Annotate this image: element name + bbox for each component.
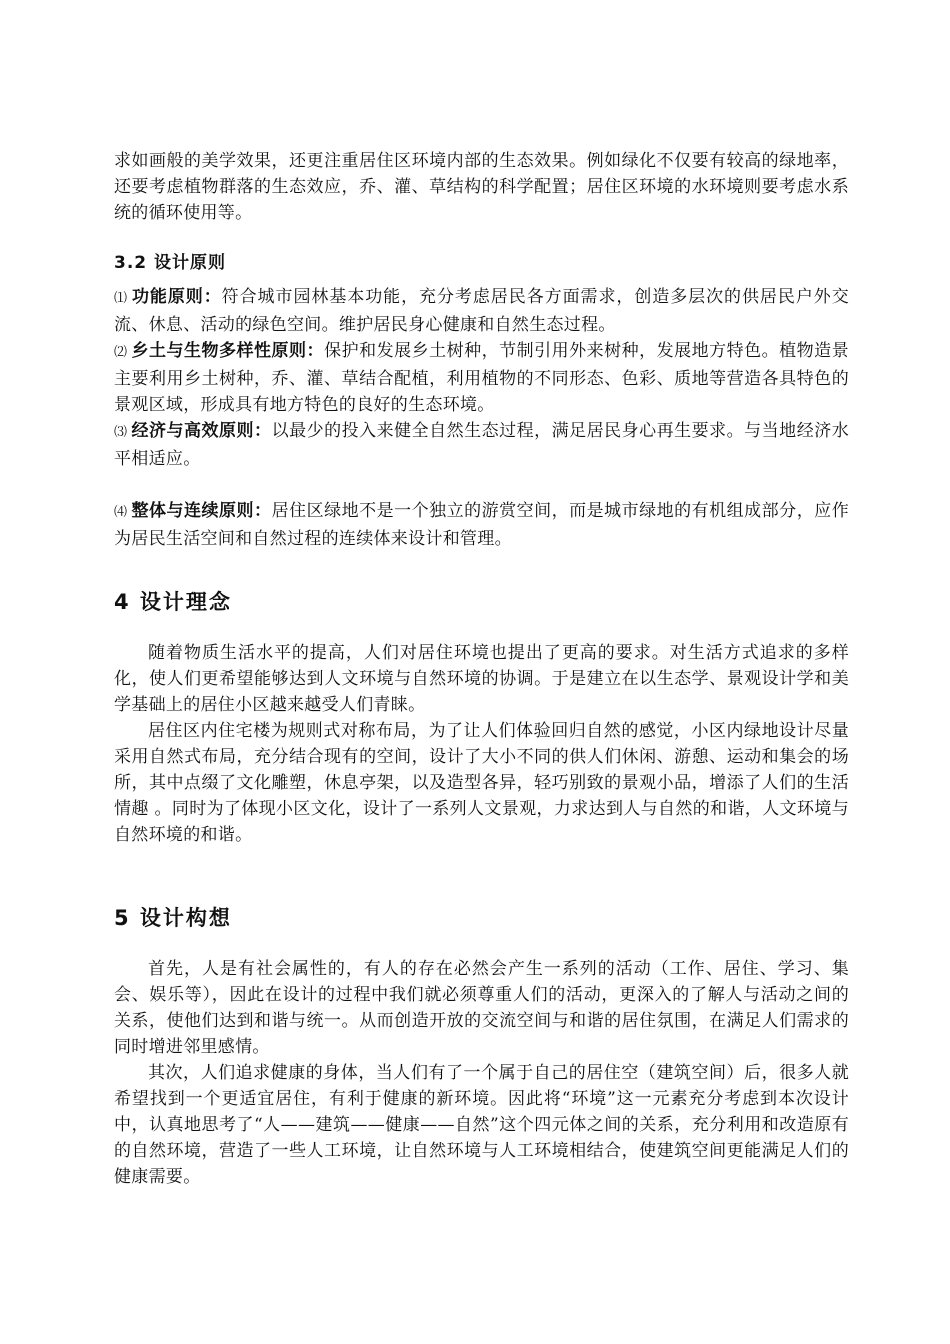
principle-2 (114, 338, 849, 418)
spacer (114, 472, 849, 498)
section-4-paragraph-1: 随着物质生活水平的提高，人们对居住环境也提出了更高的要求。对生活方式追求的多样化，使人们更希望能够达到人文环境与自然环境的协调。于是建立在以生态学、景观设计学和美学基础上的居住小区越来越受人们青睐。 (114, 643, 849, 715)
principle-text: 符合城市园林基本功能，充分考虑居民各方面需求，创造多层次的供居民户外交流、休息、活动的绿色空间。维护居民身心健康和自然生态过程。 (114, 287, 850, 335)
principle-1 (114, 284, 849, 338)
section-4-paragraph-2: 居住区内住宅楼为规则式对称布局，为了让人们体验回归自然的感觉，小区内绿地设计尽量采用自然式布局，充分结合现有的空间，设计了大小不同的供人们休闲、游憩、运动和集会的场所，其中点缀了文化雕塑，休息亭架，以及造型各异，轻巧别致的景观小品，增添了人们的生活情趣 。同时为了体现小区文化，设计了一系列人文景观，力求达到人与自然的和谐，人文环境与自然环境的和谐。 (114, 721, 849, 845)
principle-title: 乡土与生物多样性原则： (131, 341, 325, 361)
principle-number: ⑷ (114, 505, 128, 520)
principle-title: 整体与连续原则： (131, 501, 272, 521)
section-4-heading: 4 设计理念 (114, 590, 232, 614)
intro-paragraph: 求如画般的美学效果，还更注重居住区环境内部的生态效果。例如绿化不仅要有较高的绿地率，还要考虑植物群落的生态效应，乔、灌、草结构的科学配置；居住区环境的水环境则要考虑水系统的循环使用等。 (114, 151, 849, 223)
principle-3 (114, 418, 849, 472)
section-5-paragraph-1: 首先，人是有社会属性的，有人的存在必然会产生一系列的活动（工作、居住、学习、集会、娱乐等），因此在设计的过程中我们就必须尊重人们的活动，更深入的了解人与活动之间的关系，使他们达到和谐与统一。从而创造开放的交流空间与和谐的居住氛围，在满足人们需求的同时增进邻里感情。 (114, 959, 849, 1057)
principle-4 (114, 498, 849, 552)
principle-number: ⑵ (114, 345, 128, 360)
principle-title: 功能原则： (131, 287, 222, 307)
section-5-paragraph-2: 其次，人们追求健康的身体，当人们有了一个属于自己的居住空（建筑空间）后，很多人就希望找到一个更适宜居住，有利于健康的新环境。因此将“环境”这一元素充分考虑到本次设计中，认真地思考了“人——建筑——健康——自然”这个四元体之间的关系，充分利用和改造原有的自然环境，营造了一些人工环境，让自然环境与人工环境相结合，使建筑空间更能满足人们的健康需要。 (114, 1063, 849, 1187)
document-body (114, 148, 849, 1190)
principle-title: 经济与高效原则： (131, 421, 272, 441)
principle-text: 保护和发展乡土树种，节制引用外来树种，发展地方特色。植物造景主要利用乡土树种，乔、灌、草结合配植，利用植物的不同形态、色彩、质地等营造各具特色的景观区域，形成具有地方特色的良好的生态环境。 (114, 341, 849, 415)
section-3-2-heading: 3.2 设计原则 (114, 253, 227, 273)
principle-number: ⑴ (114, 291, 128, 306)
principle-text: 以最少的投入来健全自然生态过程，满足居民身心再生要求。与当地经济水平相适应。 (114, 421, 849, 469)
section-5-heading: 5 设计构想 (114, 906, 232, 930)
principle-number: ⑶ (114, 425, 128, 440)
principle-text: 居住区绿地不是一个独立的游赏空间，而是城市绿地的有机组成部分，应作为居民生活空间和自然过程的连续体来设计和管理。 (114, 501, 849, 549)
